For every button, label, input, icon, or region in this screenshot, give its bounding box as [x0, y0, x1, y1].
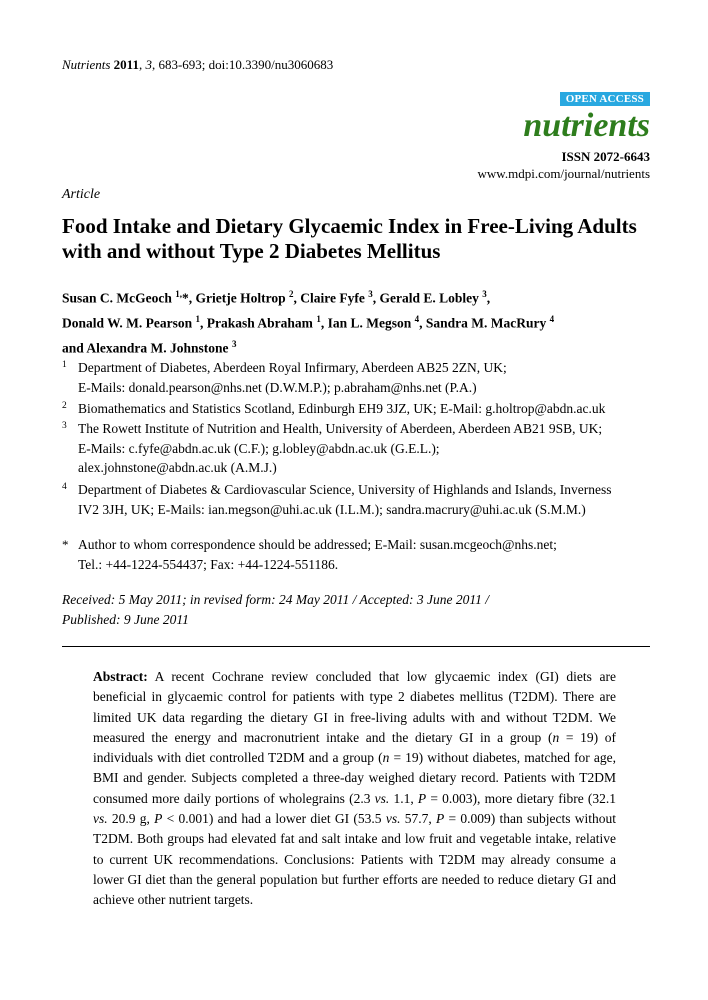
correspondence-note: * Author to whom correspondence should be addressed; E-Mail: susan.mcgeoch@nhs.net; Tel.: +44-1224-554437; Fax: +44-1224-551186. — [62, 537, 557, 572]
affiliation-3: 3 The Rowett Institute of Nutrition and Health, University of Aberdeen, Aberdeen AB21 9SB, UK; E-Mails: c.fyfe@abdn.ac.uk (C.F.); g.lobley@abdn.ac.uk (G.E.L.); alex.johnstone@abdn.ac.uk (A.M.J.) — [62, 421, 603, 475]
author: Grietje Holtrop — [195, 290, 286, 306]
author: Claire Fyfe — [300, 290, 365, 306]
journal-logo: nutrients — [523, 107, 650, 144]
affiliation-4: 4 Department of Diabetes & Cardiovascular Science, University of Highlands and Islands, Inverness IV2 3JH, UK; E-Mails: ian.megson@uhi.ac.uk (I.L.M.); sandra.macrury@uhi.ac.uk (S.M.M.) — [62, 482, 612, 517]
article-title: Food Intake and Dietary Glycaemic Index in Free-Living Adults with and without Type 2 Diabetes Mellitus — [62, 214, 637, 263]
author: Prakash Abraham — [206, 315, 313, 331]
affiliation-1: 1 Department of Diabetes, Aberdeen Royal Infirmary, Aberdeen AB25 2ZN, UK; E-Mails: donald.pearson@nhs.net (D.W.M.P.); p.abraham@nhs.net (P.A.) — [62, 360, 507, 395]
divider — [62, 646, 650, 647]
abstract: Abstract: A recent Cochrane review concluded that low glycaemic index (GI) diets are beneficial in glycaemic control for patients with type 2 diabetes mellitus (T2DM). There are limited UK data regarding the dietary GI in free-living adults with and without T2DM. We measured the energy and macronutrient intake and the dietary GI in a group (n = 19) of individuals with diet controlled T2DM and a group (n = 19) without diabetes, matched for age, BMI and gender. Subjects completed a three-day weighed dietary record. Patients with T2DM consumed more daily portions of wholegrains (2.3 vs. 1.1, P = 0.003), more dietary fibre (32.1 vs. 20.9 g, P < 0.001) and had a lower diet GI (53.5 vs. 57.7, P = 0.009) than subjects without T2DM. Both groups had elevated fat and salt intake and low fruit and vegetable intake, relative to current UK recommendations. Conclusions: Patients with T2DM may already consume a lower GI diet than the general population but further efforts are needed to reduce dietary GI and achieve other nutrient targets. — [93, 669, 617, 908]
author: Ian L. Megson — [327, 315, 412, 331]
affiliation-2: 2 Biomathematics and Statistics Scotland, Edinburgh EH9 3JZ, UK; E-Mail: g.holtrop@abdn.ac.uk — [62, 401, 606, 416]
author-list: Susan C. McGeoch $^{1,}$*, Grietje Holtrop $^2$, Claire Fyfe $^3$, Gerald E. Lobley $^3$, Donald W. M. Pearson $^1$, Prakash Abraham $^1$, Ian L. Megson $^4$, Sandra M. MacRury $^4$ and Alexandra M. Johnstone $^3$ — [62, 289, 555, 356]
author: Gerald E. Lobley — [379, 290, 479, 306]
publication-dates: Received: 5 May 2011; in revised form: 24 May 2011 / Accepted: 3 June 2011 / Published: 9 June 2011 — [62, 592, 489, 627]
author: Susan C. McGeoch — [62, 290, 172, 306]
journal-citation: Nutrients 2011, 3, 683-693; doi:10.3390/nu3060683 — [62, 57, 334, 72]
article-type: Article — [62, 187, 101, 202]
issn: ISSN 2072-6643 — [561, 149, 650, 164]
open-access-badge: OPEN ACCESS — [560, 92, 650, 106]
author: Alexandra M. Johnstone — [86, 340, 229, 356]
journal-url[interactable]: www.mdpi.com/journal/nutrients — [477, 166, 650, 181]
author: Sandra M. MacRury — [425, 315, 547, 331]
author: Donald W. M. Pearson — [62, 315, 193, 331]
